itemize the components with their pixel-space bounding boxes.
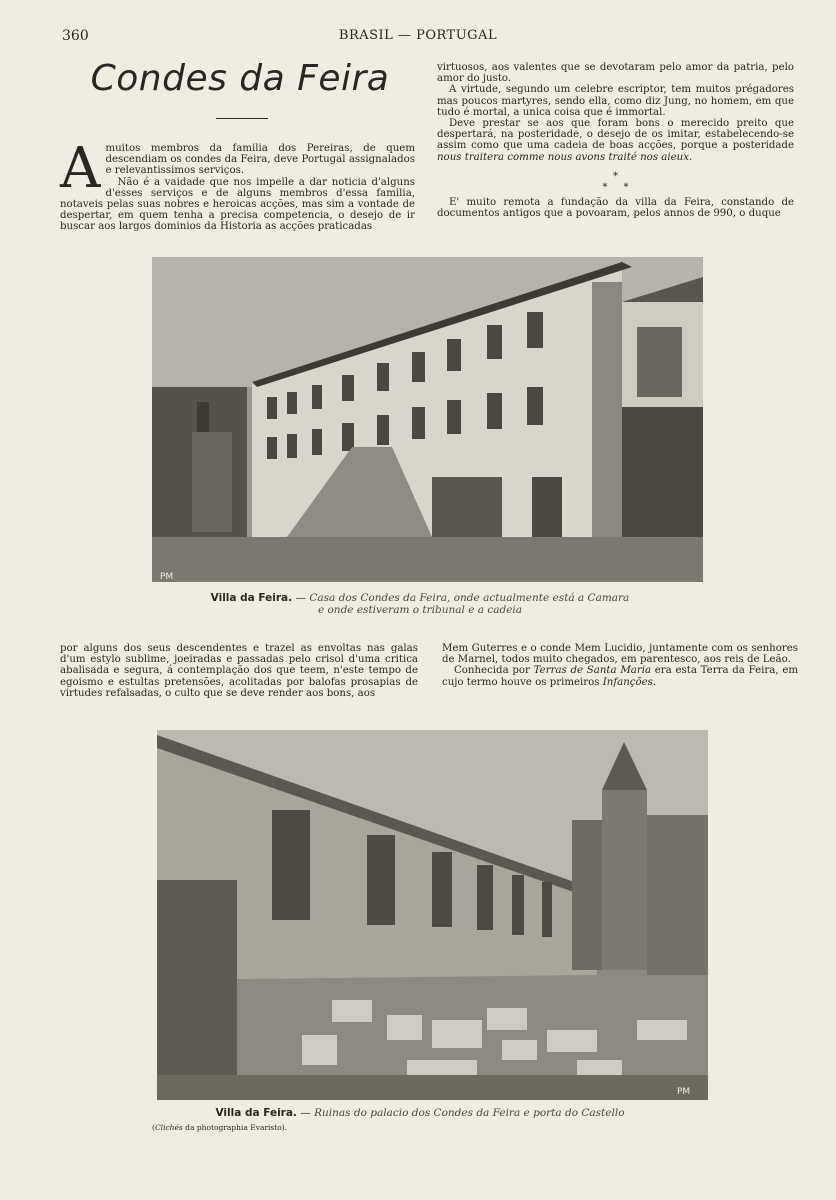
- paragraph: Mem Guterres e o conde Mem Lucidio, juntamente com os senhores de Marnel, todos muito chegados, em parentesco, aos reis de Leão.: [442, 643, 798, 666]
- paragraph: [437, 118, 794, 163]
- caption-place: Villa da Feira.: [215, 1107, 297, 1119]
- caption-place: Villa da Feira.: [210, 592, 293, 604]
- paragraph: E' muito remota a fundação da villa da Feira, constando de documentos antigos que a povoaram, pelos annos de 990, o duque: [437, 196, 794, 220]
- page-number: 360: [62, 28, 89, 44]
- photo-casa-condes: [152, 257, 703, 582]
- photo-credit: [152, 1123, 287, 1132]
- paragraph-text: Deve prestar se aos que foram bons o merecido preito que despertará, na posteridade, o desejo de os imitar, estabelecendo-se assim como que uma cadeia de boas acções, porque a posteridade: [437, 118, 794, 152]
- paragraph: por alguns dos seus descendentes e trazel as envoltas nas galas d'um estylo sublime, joeiradas e passadas pelo crisol d'uma critica abalisada e segura, á contemplação dos que teem, n'este tempo de egoismo e estultas pretensões, acolitadas por balofas prosapias de virtudes refalsadas, o culto que se deve render aos bons, aos: [60, 643, 418, 699]
- caption-line-1: [120, 592, 720, 604]
- caption-photo-1: [120, 592, 720, 616]
- paragraph: Não é a vaidade que nos impelle a dar noticia d'alguns d'esses serviços e de alguns membros d'essa familia, notaveis pelas suas nobres e heroicas acções, mas sim a vontade de despertar, em quem tenha a precisa competencia, o desejo de ir buscar aos largos dominios da Historia as acções praticadas: [60, 176, 415, 233]
- article-title: Condes da Feira: [90, 58, 390, 99]
- building-photo-illustration: [152, 257, 703, 582]
- photo-monogram: PM: [160, 572, 174, 582]
- text: era esta Terra da Feira, em cujo termo houve os primeiros: [442, 665, 799, 688]
- caption-photo-2: [120, 1107, 720, 1119]
- star: *: [613, 170, 618, 182]
- caption-line-2: [120, 604, 720, 616]
- italic-quote: nous traitera comme nous avons traité nos aieux.: [437, 151, 693, 163]
- text: .: [652, 676, 657, 688]
- stars: * *: [602, 181, 629, 193]
- ruins-photo-illustration: [157, 730, 708, 1100]
- credit-paren: (: [152, 1123, 155, 1132]
- title-divider: [216, 118, 268, 119]
- column-2-mid: [442, 643, 798, 688]
- paragraph: [60, 136, 415, 201]
- text: Conhecida por: [454, 665, 534, 677]
- photo-monogram: PM: [677, 1087, 691, 1097]
- section-break-stars: [437, 171, 794, 193]
- caption-dash: —: [296, 1107, 315, 1119]
- paragraph: virtuosos, aos valentes que se devotaram pelo amor da patria, pelo amor do justo.: [437, 62, 794, 85]
- credit-text: da photographia Evaristo).: [182, 1123, 288, 1132]
- column-1-mid: [60, 643, 418, 699]
- credit-italic: Clichés: [154, 1123, 183, 1132]
- italic-text: Infanções: [602, 676, 653, 688]
- paragraph: A virtude, segundo um celebre escriptor, tem muitos prégadores mas poucos martyres, sendo ella, como diz Jung, no homem, em que tudo é mortal, a unica coisa que é immortal.: [437, 84, 794, 118]
- paragraph-text: muitos membros da familia dos Pereiras, de quem descendiam os condes da Feira, deve Portugal assignalados e relevantissimos serviços.: [105, 143, 415, 177]
- italic-text: Terras de Santa Maria: [533, 665, 652, 677]
- drop-cap: A: [60, 136, 101, 201]
- column-1-top: [60, 136, 415, 233]
- caption-text: e onde estiveram o tribunal e a cadeia: [317, 604, 523, 616]
- caption-text: Ruinas do palacio dos Condes da Feira e porta do Castello: [314, 1107, 625, 1119]
- paragraph: [442, 665, 798, 687]
- column-2-top: [437, 62, 794, 219]
- caption-text: Casa dos Condes da Feira, onde actualmente está a Camara: [309, 592, 630, 604]
- caption-dash: —: [292, 592, 310, 604]
- photo-ruinas-palacio: [157, 730, 708, 1100]
- running-head: BRASIL — PORTUGAL: [338, 28, 498, 43]
